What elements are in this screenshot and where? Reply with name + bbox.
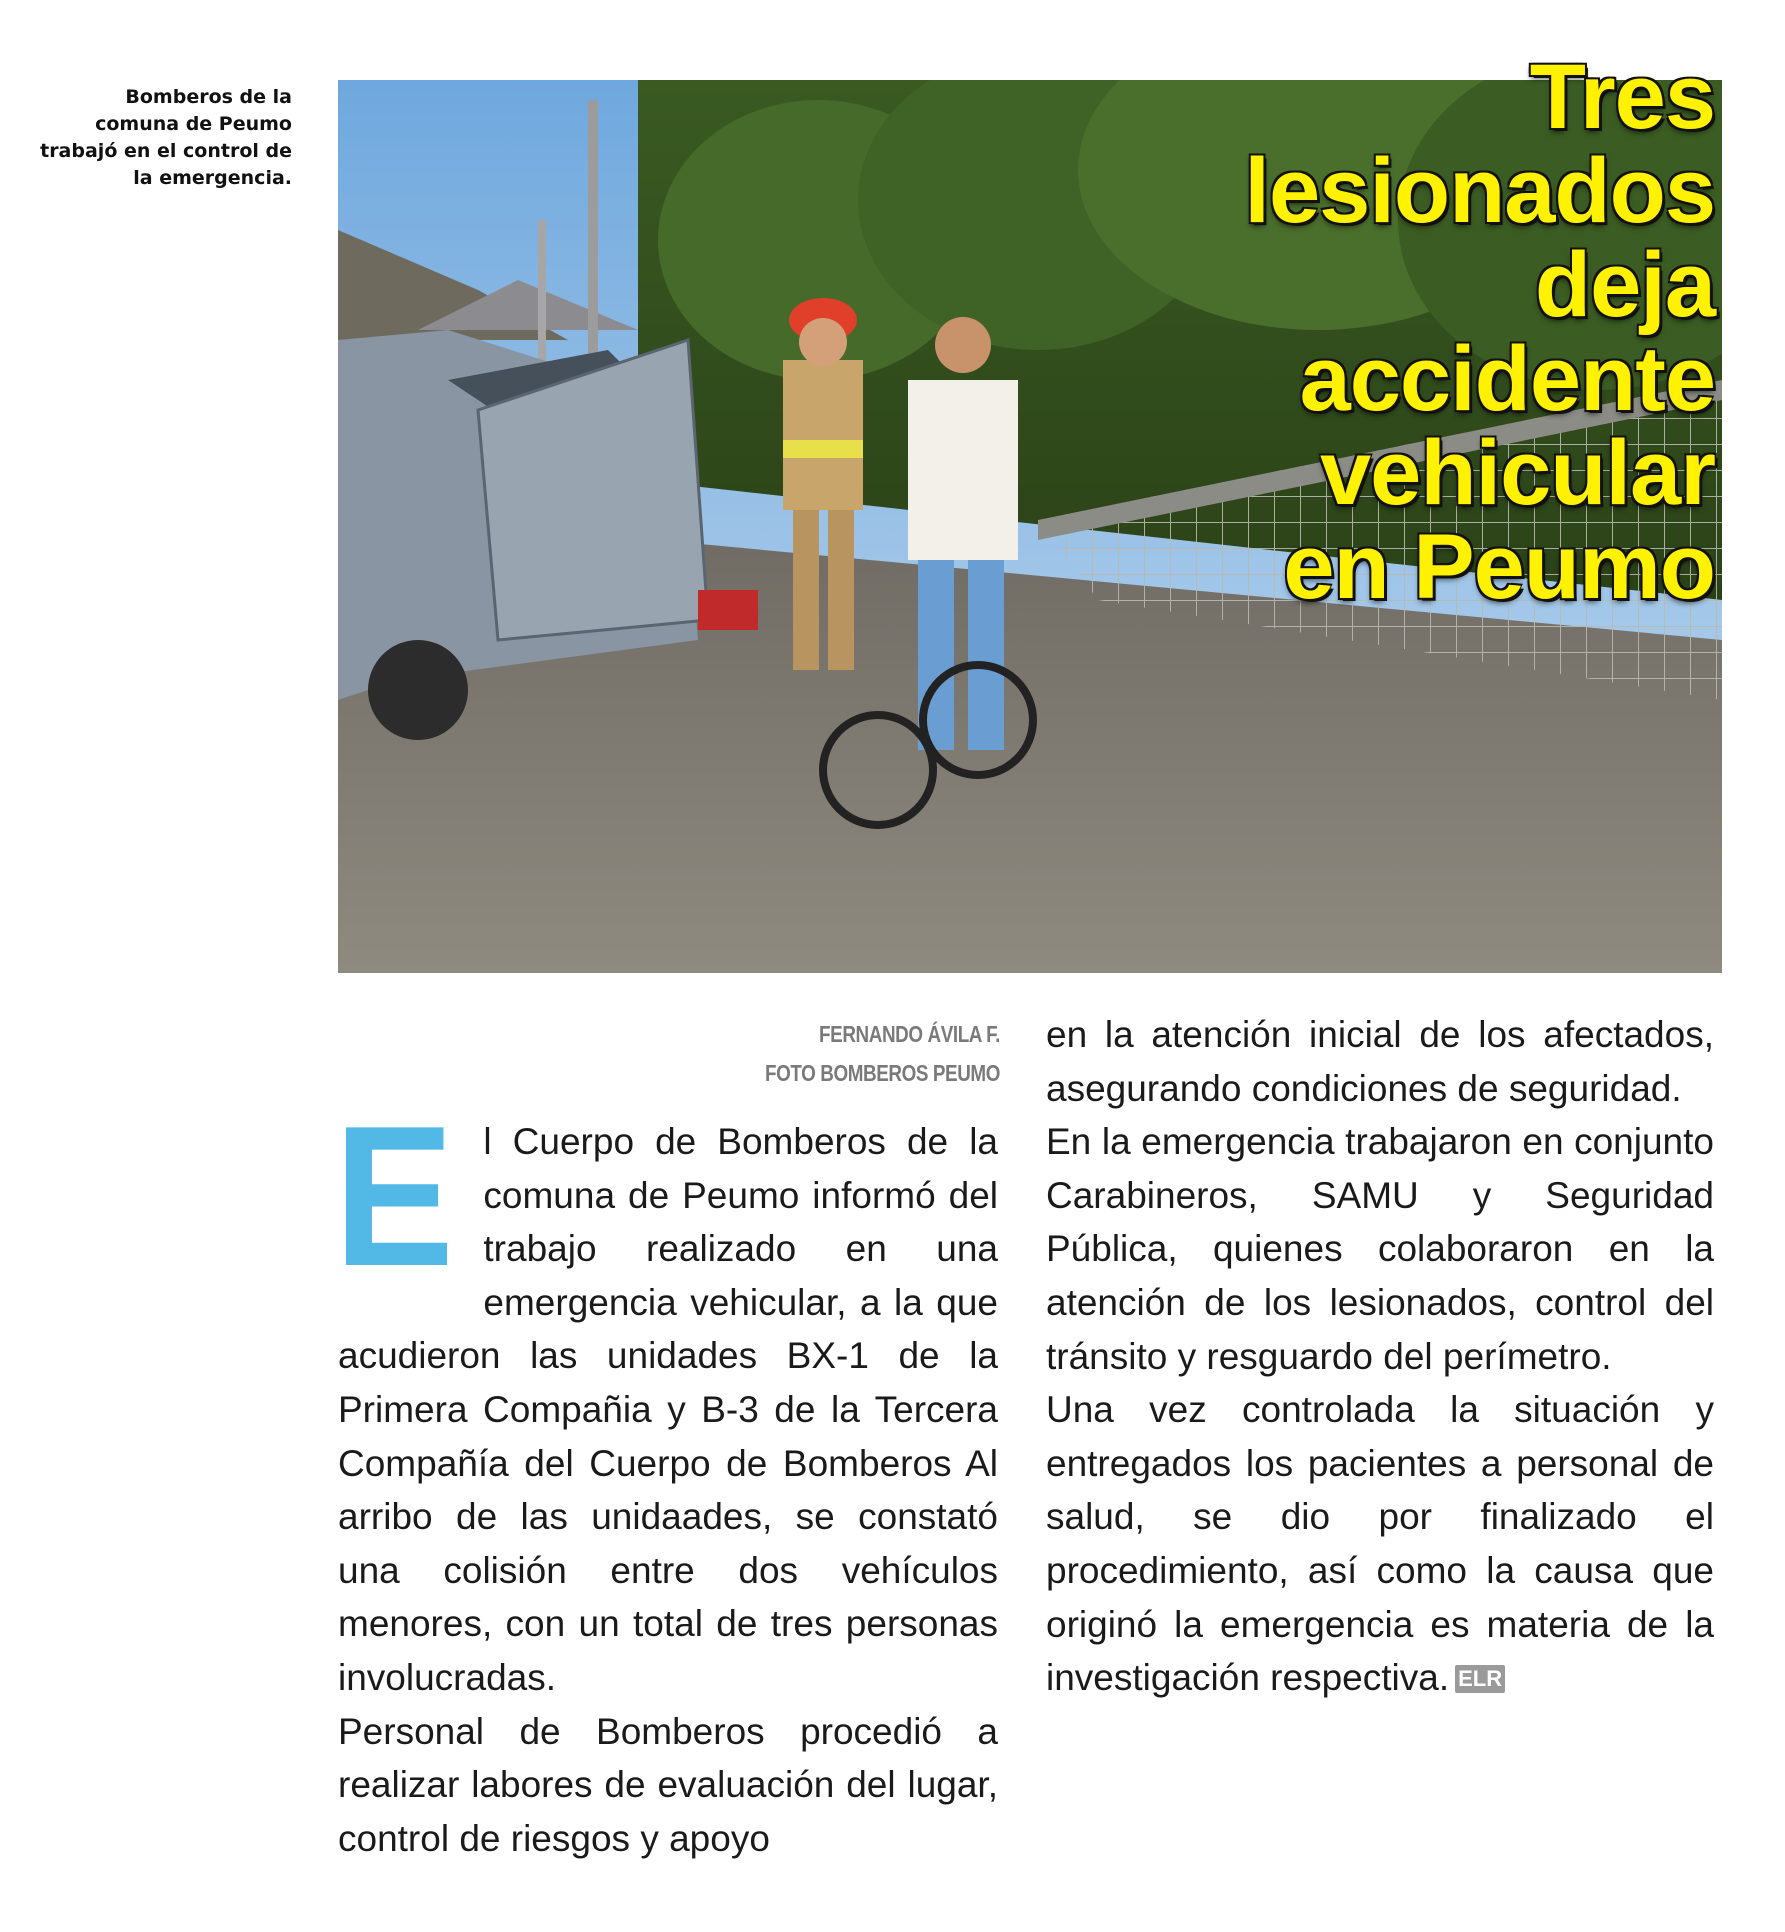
author-name: FERNANDO ÁVILA F. bbox=[819, 1021, 1000, 1047]
article-column-1 bbox=[334, 1085, 998, 1865]
headline-line: Tres bbox=[1529, 46, 1715, 148]
paragraph: Personal de Bomberos procedió a realizar labores de evaluación del lugar, control de riesgos y apoyo bbox=[338, 1710, 998, 1859]
paragraph: En la emergencia trabajaron en conjunto Carabineros, SAMU y Seguridad Pública, quienes colaboraron en la atención de los lesionados, control del tránsito y resguardo del perímetro. bbox=[1046, 1121, 1714, 1377]
paragraph-text: Una vez controlada la situación y entregados los pacientes a personal de salud, se dio por finalizado el procedimiento, así como la causa que originó la emergencia es materia de la investigación respectiva. bbox=[1046, 1389, 1714, 1699]
photo-credit: FOTO BOMBEROS PEUMO bbox=[765, 1060, 1000, 1086]
paragraph: en la atención inicial de los afectados, asegurando condiciones de seguridad. bbox=[1046, 1014, 1714, 1109]
paragraph-last bbox=[1046, 1383, 1714, 1705]
headline-line: deja bbox=[1534, 234, 1715, 336]
headline bbox=[1015, 46, 1715, 618]
headline-line: vehicular bbox=[1320, 422, 1715, 524]
headline-line: lesionados bbox=[1244, 140, 1715, 242]
headline-line: en Peumo bbox=[1283, 516, 1715, 618]
end-mark-logo: ELR bbox=[1455, 1665, 1505, 1693]
paragraph: l Cuerpo de Bomberos de la comuna de Peumo informó del trabajo realizado en una emergencia vehicular, a la que acudieron las unidades BX-1 de la Primera Compañia y B-3 de la Tercera Compañía del Cuerpo de Bomberos Al arribo de las unidaades, se constató una colisión entre dos vehículos menores, con un total de tres personas involucradas. bbox=[338, 1121, 998, 1698]
headline-line: accidente bbox=[1299, 328, 1715, 430]
photo-caption: Bomberos de la comuna de Peumo trabajó en el control de la emergencia. bbox=[40, 86, 292, 189]
article-column-2 bbox=[1046, 1008, 1714, 1705]
drop-cap: E bbox=[334, 1085, 455, 1308]
byline bbox=[639, 1015, 1000, 1093]
